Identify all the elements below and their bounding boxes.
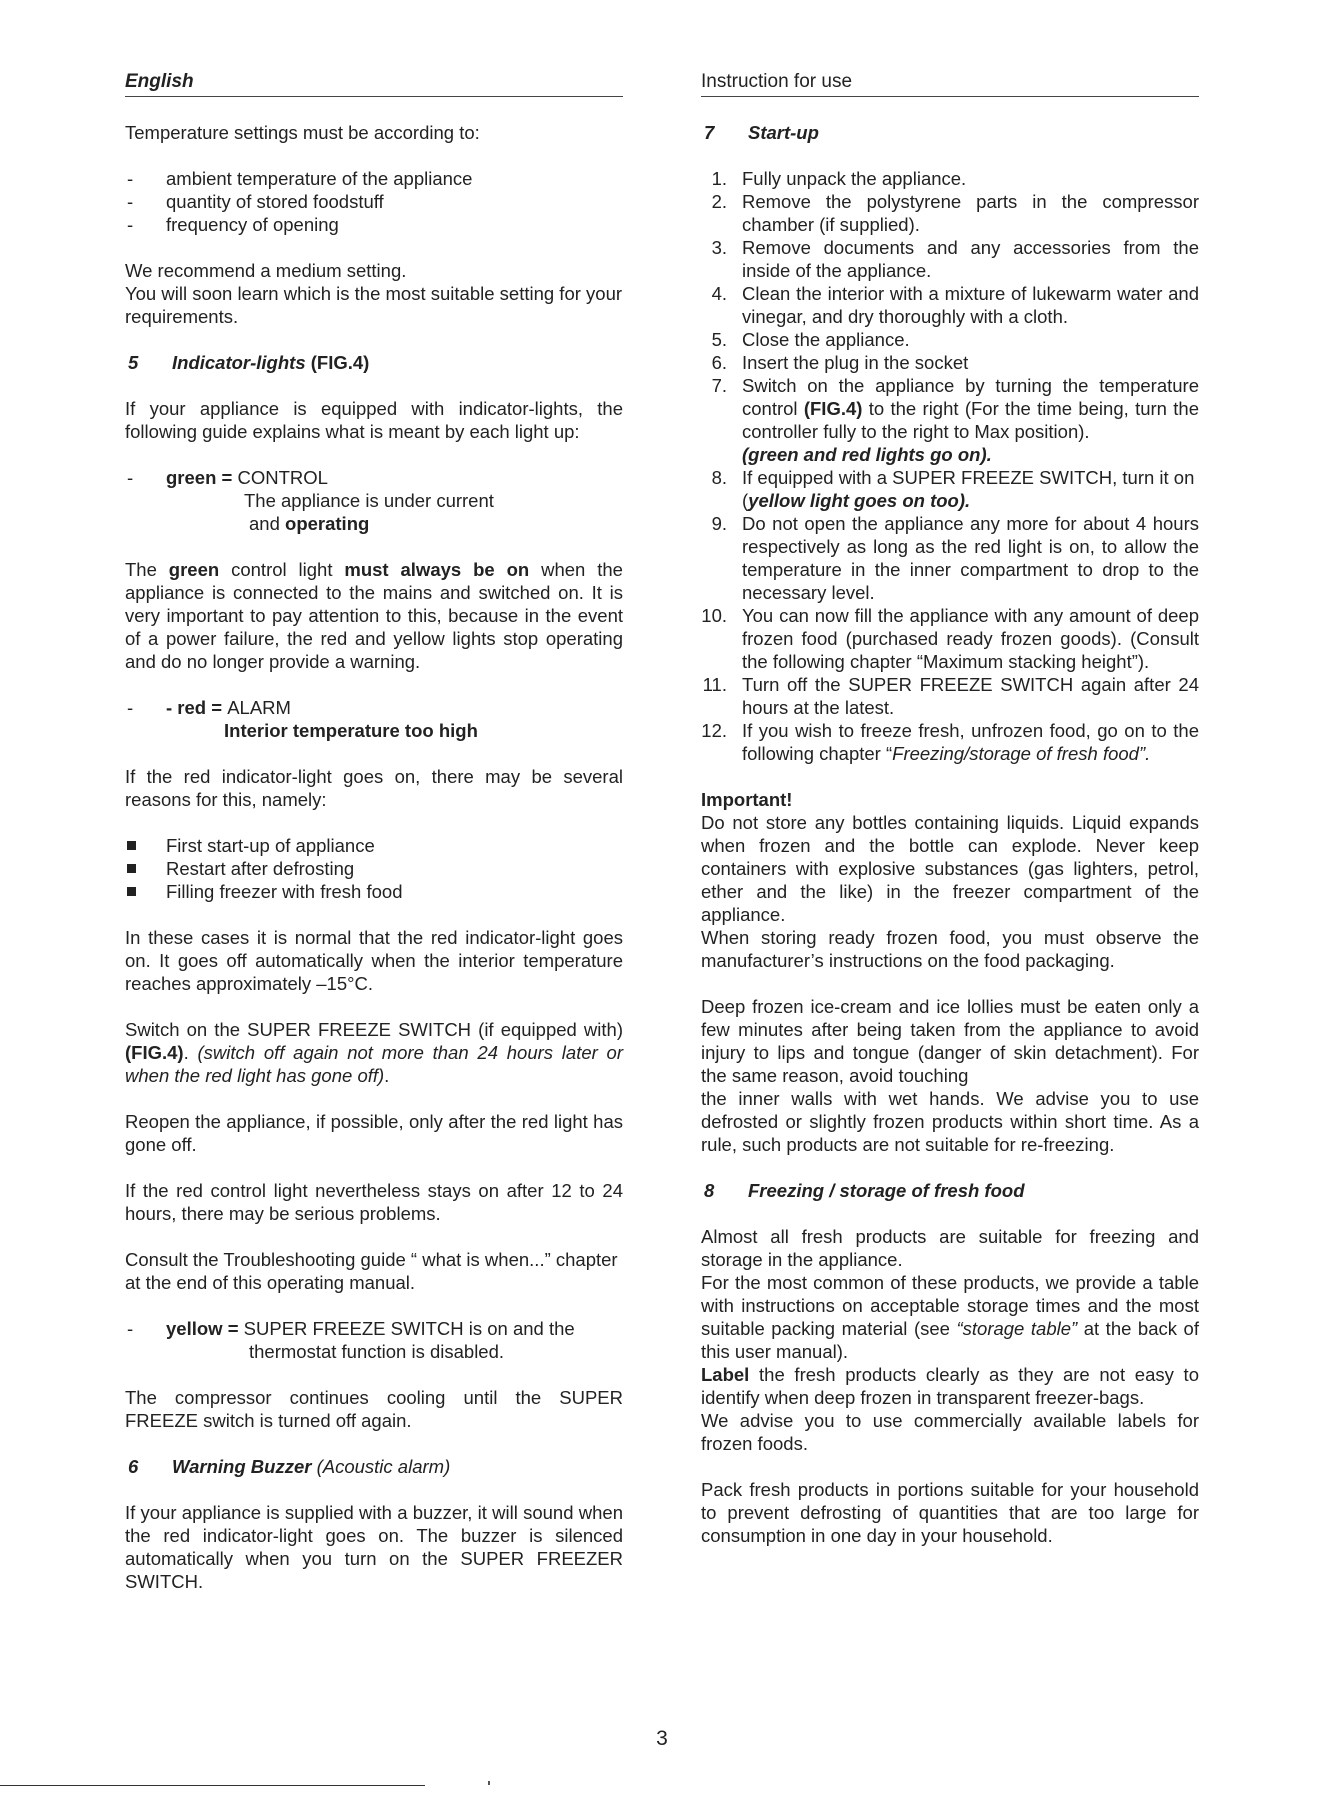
compressor-paragraph: The compressor continues cooling until the SUPER FREEZE switch is turned off again.	[125, 1387, 623, 1431]
left-column	[125, 70, 623, 1616]
normal-paragraph: In these cases it is normal that the red indicator-light goes on. It goes off automatically when the interior temperature reaches approximately –15°C.	[125, 927, 623, 994]
almost-paragraph: Almost all fresh products are suitable for freezing and storage in the appliance.	[701, 1226, 1199, 1270]
step-text: Clean the interior with a mixture of lukewarm water and vinegar, and dry thoroughly with a cloth.	[742, 283, 1199, 327]
text-span: For the most common of these products, we provide a table with instructions on acceptable storage times and the most suitable packing material (see	[701, 1272, 1199, 1339]
equals-sign: =	[222, 1318, 244, 1339]
text-span: green	[168, 559, 220, 580]
list-item: - frequency of opening	[125, 213, 623, 236]
step-number: 12.	[701, 720, 727, 741]
section-6-heading	[125, 1455, 623, 1478]
section-7-heading	[701, 121, 1199, 144]
light-desc-line: The appliance is under current	[244, 490, 494, 511]
text-span: The	[125, 559, 169, 580]
recommend-text-1: We recommend a medium setting.	[125, 260, 407, 281]
important-paragraph-1: Do not store any bottles containing liquids. Liquid expands when frozen and the bottle can explode. Never keep containers with explosive substances (gas lighters, petrol, ether and the like) in the freezer compartment of the appliance.	[701, 812, 1199, 925]
green-light-paragraph	[125, 558, 623, 673]
icecream-paragraph-2: the inner walls with wet hands. We advise you to use defrosted or slightly frozen products within short time. As a rule, such products are not suitable for re-freezing.	[701, 1088, 1199, 1155]
section-number: 5	[128, 352, 139, 373]
text-span: Label	[701, 1364, 750, 1385]
list-item	[701, 466, 1199, 512]
text-span: Switch on the SUPER FREEZE SWITCH (if equipped with)	[125, 1019, 623, 1040]
step-text: (green and red lights go on).	[742, 444, 992, 465]
important-label: Important!	[701, 789, 793, 810]
nevertheless-paragraph: If the red control light nevertheless stays on after 12 to 24 hours, there may be serious problems.	[125, 1180, 623, 1224]
list-item	[701, 673, 1199, 719]
equals-sign: =	[206, 697, 228, 718]
document-header: Instruction for use	[701, 70, 1199, 97]
light-desc-bold: operating	[285, 513, 370, 534]
list-item: - quantity of stored foodstuff	[125, 190, 623, 213]
step-text: Switch on the appliance by turning the temperature control	[742, 375, 1199, 419]
buzzer-paragraph: If your appliance is supplied with a buzzer, it will sound when the red indicator-light goes on. The buzzer is silenced automatically when you turn on the SUPER FREEZER SWITCH.	[125, 1502, 623, 1592]
light-desc-line: Interior temperature too high	[224, 720, 478, 741]
text-span: the fresh products clearly as they are not easy to identify when deep frozen in transparent freezer-bags.	[701, 1364, 1199, 1408]
section-number: 7	[704, 122, 715, 143]
list-item: Filling freezer with fresh food	[125, 880, 623, 903]
list-item	[701, 190, 1199, 236]
step-number: 1.	[711, 168, 727, 189]
label-paragraph	[701, 1363, 1199, 1409]
list-item	[701, 604, 1199, 673]
yellow-light-entry	[125, 1317, 623, 1363]
light-desc-line: and	[249, 513, 286, 534]
text-span: “storage table”	[956, 1318, 1078, 1339]
right-column	[701, 70, 1199, 1570]
consult-paragraph: Consult the Troubleshooting guide “ what is when...” chapter at the end of this operating manual.	[125, 1249, 618, 1293]
list-item	[701, 512, 1199, 604]
step-number: 7.	[711, 375, 727, 396]
step-text: If equipped with a SUPER FREEZE SWITCH, turn it on	[742, 467, 1195, 488]
step-text: Close the appliance.	[742, 329, 910, 350]
text-span: control light	[219, 559, 345, 580]
step-number: 8.	[711, 467, 727, 488]
section-title: Indicator-lights	[172, 352, 306, 373]
step-number: 9.	[711, 513, 727, 534]
list-item	[701, 167, 1199, 190]
list-item	[701, 282, 1199, 328]
step-number: 10.	[701, 605, 727, 626]
step-number: 2.	[711, 191, 727, 212]
step-text: (FIG.4)	[803, 398, 863, 419]
footer-rule	[0, 1785, 425, 1786]
red-reasons-list	[125, 834, 623, 903]
temp-intro: Temperature settings must be according to:	[125, 122, 480, 143]
section-subtitle: (Acoustic alarm)	[311, 1456, 451, 1477]
step-text: Remove the polystyrene parts in the compressor chamber (if supplied).	[742, 191, 1199, 235]
section-title: Start-up	[748, 122, 819, 143]
section-title: Warning Buzzer	[172, 1456, 312, 1477]
step-text: Insert the plug in the socket	[742, 352, 969, 373]
pack-paragraph: Pack fresh products in portions suitable for your household to prevent defrosting of quantities that are too large for consumption in one day in your household.	[701, 1479, 1199, 1546]
language-header: English	[125, 70, 623, 97]
step-text: Do not open the appliance any more for about 4 hours respectively as long as the red light is on, to allow the temperature in the inner compartment to drop to the necessary level.	[742, 513, 1199, 603]
icecream-paragraph-1: Deep frozen ice-cream and ice lollies must be eaten only a few minutes after being taken from the appliance to avoid injury to lips and tongue (danger of skin detachment). For the same reason, avoid touching	[701, 996, 1199, 1086]
figure-ref: (FIG.4)	[310, 352, 370, 373]
dash-marker: -	[127, 697, 134, 718]
green-light-entry	[125, 466, 623, 535]
step-text: yellow light goes on too).	[748, 490, 971, 511]
section-5-heading	[125, 351, 623, 374]
step-text: Turn off the SUPER FREEZE SWITCH again after 24 hours at the latest.	[742, 674, 1199, 718]
list-item	[701, 351, 1199, 374]
step-number: 3.	[711, 237, 727, 258]
footer-mark	[488, 1781, 490, 1785]
red-light-intro: If the red indicator-light goes on, there may be several reasons for this, namely:	[125, 766, 623, 810]
step-number: 4.	[711, 283, 727, 304]
list-item: First start-up of appliance	[125, 834, 623, 857]
step-number: 11.	[702, 674, 727, 695]
light-color: green	[166, 467, 217, 488]
list-item: Restart after defrosting	[125, 857, 623, 880]
light-desc-line: thermostat function is disabled.	[249, 1341, 505, 1362]
indicator-intro: If your appliance is equipped with indicator-lights, the following guide explains what is meant by each light up:	[125, 398, 623, 442]
text-span: when the appliance is connected to the mains and switched on. It is very important to pay attention to this, because in the event of a power failure, the red and yellow lights stop operating and do no longer provide a warning.	[125, 559, 623, 672]
step-number: 6.	[711, 352, 727, 373]
light-label: ALARM	[227, 697, 291, 718]
section-number: 6	[128, 1456, 139, 1477]
text-span: at the back of this user manual).	[701, 1318, 1199, 1362]
text-span: (FIG.4)	[125, 1042, 184, 1063]
step-text: Freezing/storage of fresh food”.	[892, 743, 1151, 764]
text-span: must always be on	[344, 559, 530, 580]
dash-marker: -	[127, 467, 134, 488]
reopen-paragraph: Reopen the appliance, if possible, only after the red light has gone off.	[125, 1111, 623, 1155]
list-item	[701, 328, 1199, 351]
dash-marker: -	[127, 1318, 134, 1339]
temp-factors-list	[125, 167, 623, 236]
step-text: to the right (For the time being, turn the controller fully to the right to Max position).	[742, 398, 1199, 442]
section-title: Freezing / storage of fresh food	[748, 1180, 1025, 1201]
light-color: yellow	[166, 1318, 223, 1339]
list-item	[701, 236, 1199, 282]
light-label: SUPER FREEZE SWITCH is on and the	[243, 1318, 575, 1339]
list-item: - ambient temperature of the appliance	[125, 167, 623, 190]
light-color: - red	[166, 697, 207, 718]
section-8-heading	[701, 1179, 1199, 1202]
important-paragraph-2: When storing ready frozen food, you must observe the manufacturer’s instructions on the food packaging.	[701, 927, 1199, 971]
section-number: 8	[704, 1180, 715, 1201]
light-label: CONTROL	[237, 467, 328, 488]
step-text: (	[742, 490, 749, 511]
text-span: (switch off again not more than 24 hours later or when the red light has gone off)	[125, 1042, 624, 1086]
step-text: If you wish to freeze fresh, unfrozen food, go on to the following chapter “	[742, 720, 1199, 764]
step-text: Remove documents and any accessories from the inside of the appliance.	[742, 237, 1199, 281]
list-item	[701, 719, 1199, 765]
advise-paragraph: We advise you to use commercially available labels for frozen foods.	[701, 1410, 1199, 1454]
step-text: Fully unpack the appliance.	[742, 168, 967, 189]
recommend-text-2: You will soon learn which is the most suitable setting for your requirements.	[125, 283, 623, 327]
list-item	[701, 374, 1199, 466]
step-text: You can now fill the appliance with any amount of deep frozen food (purchased ready frozen goods). (Consult the following chapter “Maximum stacking height”).	[742, 605, 1199, 672]
step-number: 5.	[711, 329, 727, 350]
common-products-paragraph	[701, 1271, 1199, 1363]
equals-sign: =	[216, 467, 238, 488]
text-span: .	[183, 1042, 198, 1063]
red-light-entry	[125, 696, 623, 742]
startup-steps-list	[701, 167, 1199, 765]
text-span: .	[384, 1065, 390, 1086]
super-freeze-paragraph	[125, 1018, 623, 1087]
page-number: 3	[656, 1727, 668, 1750]
